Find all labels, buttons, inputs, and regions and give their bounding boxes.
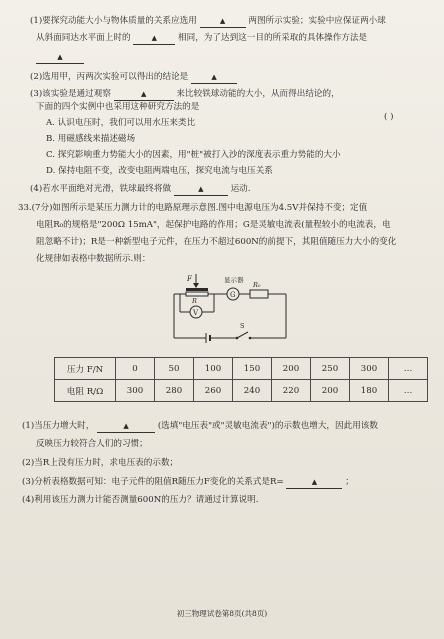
q-prev-line-4: (2)选用甲，丙两次实验可以得出的结论是 ▲ xyxy=(30,72,237,84)
circuit-diagram xyxy=(166,272,306,348)
table-row-header: 电阻 R/Ω xyxy=(55,380,116,402)
pressure-resistance-table xyxy=(54,357,428,402)
q-prev-line-5: (3)该实验是通过观察 ▲ 来比较铁球动能的大小，从而得出结论的， xyxy=(30,89,340,99)
option-c: C. 探究影响重力势能大小的因素，用"桩"被打入沙的深度表示重力势能的大小 xyxy=(46,150,341,160)
sub-question-2: (2)当R上没有压力时，求电压表的示数； xyxy=(22,458,179,468)
q-prev-line-3 xyxy=(36,52,84,64)
option-d: D. 保持电阻不变，改变电阻两端电压，探究电流与电压关系 xyxy=(46,166,273,176)
force-label: F xyxy=(187,275,192,283)
answer-blank: ▲ xyxy=(114,89,174,101)
answer-blank: ▲ xyxy=(191,72,237,84)
page-footer: 初三物理试卷第8页(共8页) xyxy=(176,609,268,618)
q33-line-2: 电阻R₀的规格是"200Ω 15mA"，起保护电路的作用；G是灵敏电流表(量程较小的电流表，电 xyxy=(36,220,391,230)
table-cell: 150 xyxy=(233,358,272,380)
switch-label: S xyxy=(240,322,245,330)
table-cell: 250 xyxy=(311,358,350,380)
q-prev-line-6: 下面的四个实例中也采用这种研究方法的是 xyxy=(36,102,200,112)
answer-blank: ▲ xyxy=(200,16,246,28)
table-row xyxy=(55,380,428,402)
force-arrowhead xyxy=(193,283,199,288)
table-cell: 260 xyxy=(194,380,233,402)
sub-question-3: (3)分析表格数据可知：电子元件的阻值R随压力F变化的关系式是R= ▲ ； xyxy=(22,477,354,487)
sub-question-4: (4)利用该压力测力计能否测量600N的压力？请通过计算说明. xyxy=(22,495,259,505)
sub-question-1: (1)当压力增大时， ▲ (选填"电压表"或"灵敏电流表")的示数也增大，因此用该数 xyxy=(22,421,378,431)
q-prev-line-11: (4)若水平面绝对光滑，铁球最终将做 ▲ 运动. xyxy=(30,184,251,194)
option-b: B. 用磁感线来描述磁场 xyxy=(46,134,136,144)
sensor-element xyxy=(186,292,208,296)
sensor-label: R xyxy=(192,297,197,305)
press-plate xyxy=(186,288,208,291)
table-cell: 50 xyxy=(155,358,194,380)
table-cell: 220 xyxy=(272,380,311,402)
switch xyxy=(237,332,248,338)
table-cell: 240 xyxy=(233,380,272,402)
option-a: A. 认识电压时，我们可以用水压来类比 xyxy=(46,118,196,128)
q-prev-line-2: 从斜面同达水平面上时的 ▲ 相同，为了达到这一目的所采取的具体操作方法是 xyxy=(36,33,368,43)
sub-question-1-cont: 反映压力较符合人们的习惯； xyxy=(36,439,148,449)
table-cell: … xyxy=(389,380,428,402)
answer-bracket: ( ) xyxy=(384,112,394,122)
table-cell: 100 xyxy=(194,358,233,380)
table-cell: 300 xyxy=(350,358,389,380)
fixed-resistor xyxy=(250,290,268,298)
display-label: 显示器 xyxy=(224,276,244,284)
table-cell: 180 xyxy=(350,380,389,402)
table-cell: 0 xyxy=(116,358,155,380)
q-prev-line-1: (1)要探究动能大小与物体质量的关系应选用 ▲ 两图所示实验；实验中应保证两小球 xyxy=(30,16,386,26)
table-cell: 280 xyxy=(155,380,194,402)
table-row xyxy=(55,358,428,380)
answer-blank: ▲ xyxy=(97,421,155,433)
table-row-header: 压力 F/N xyxy=(55,358,116,380)
answer-blank: ▲ xyxy=(36,52,84,64)
q33-line-3: 阻忽略不计)；R是一种新型电子元件，在压力不超过600N的前提下，其阻值随压力大小的变化 xyxy=(36,237,397,247)
table-cell: 200 xyxy=(311,380,350,402)
fixed-resistor-label: R₀ xyxy=(253,281,261,289)
voltmeter-label: V xyxy=(193,309,199,317)
table-cell: 200 xyxy=(272,358,311,380)
q33-line-1: 33.(7分)如图所示是某压力测力计的电路原理示意图.图中电源电压为4.5V并保持不变；定值 xyxy=(18,203,368,213)
answer-blank: ▲ xyxy=(133,33,175,45)
table-cell: 300 xyxy=(116,380,155,402)
table-cell: … xyxy=(389,358,428,380)
galvanometer-label: G xyxy=(230,291,236,299)
answer-blank: ▲ xyxy=(286,477,342,489)
answer-blank: ▲ xyxy=(174,184,228,196)
q33-line-4: 化规律如表格中数据所示.则： xyxy=(36,254,151,264)
